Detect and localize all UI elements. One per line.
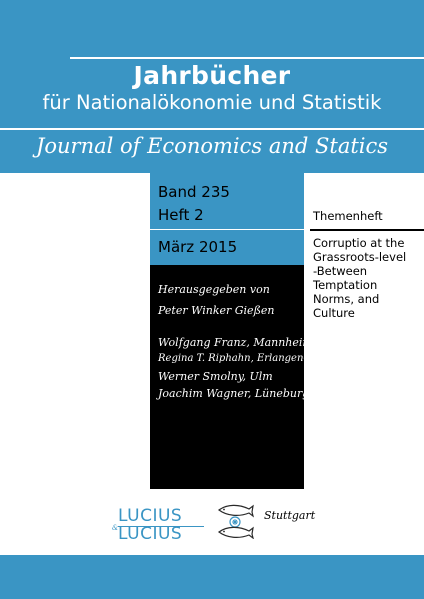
journal-title: Jahrbücher bbox=[133, 61, 291, 90]
issue-number: Heft 2 bbox=[158, 206, 204, 224]
header-rule-middle bbox=[0, 128, 424, 130]
co-editor-1: Wolfgang Franz, Mannheim bbox=[158, 336, 313, 349]
publisher-name-bottom: LUCIUS bbox=[118, 524, 183, 544]
co-editor-2: Regina T. Riphahn, Erlangen-Nürnberg bbox=[158, 353, 357, 364]
theme-title-line-6: Culture bbox=[313, 306, 355, 320]
cover-footer-band bbox=[0, 555, 424, 599]
editors-heading: Herausgegeben von bbox=[158, 283, 270, 296]
co-editor-4: Joachim Wagner, Lüneburg bbox=[158, 387, 310, 400]
issue-date: März 2015 bbox=[158, 238, 238, 256]
publisher-name-top: LUCIUS bbox=[118, 506, 183, 526]
theme-label: Themenheft bbox=[313, 209, 383, 223]
fish-logo-icon bbox=[215, 503, 255, 539]
header-rule-top bbox=[70, 57, 424, 59]
theme-title-line-2: Grassroots-level bbox=[313, 250, 407, 264]
theme-title-line-1: Corruptio at the bbox=[313, 236, 405, 250]
journal-subtitle: für Nationalökonomie und Statistik bbox=[42, 91, 382, 114]
co-editor-3: Werner Smolny, Ulm bbox=[158, 370, 273, 383]
lead-editor: Peter Winker Gießen bbox=[158, 304, 275, 317]
theme-title-line-5: Norms, and bbox=[313, 292, 380, 306]
journal-title-english: Journal of Economics and Statics bbox=[35, 134, 389, 158]
publisher-city: Stuttgart bbox=[264, 509, 316, 522]
theme-title-line-4: Temptation bbox=[313, 278, 378, 292]
theme-rule bbox=[310, 229, 424, 231]
publisher-connector: & bbox=[112, 524, 119, 532]
issue-divider bbox=[150, 229, 304, 230]
theme-title-line-3: -Between bbox=[313, 264, 368, 278]
issue-volume: Band 235 bbox=[158, 183, 230, 201]
